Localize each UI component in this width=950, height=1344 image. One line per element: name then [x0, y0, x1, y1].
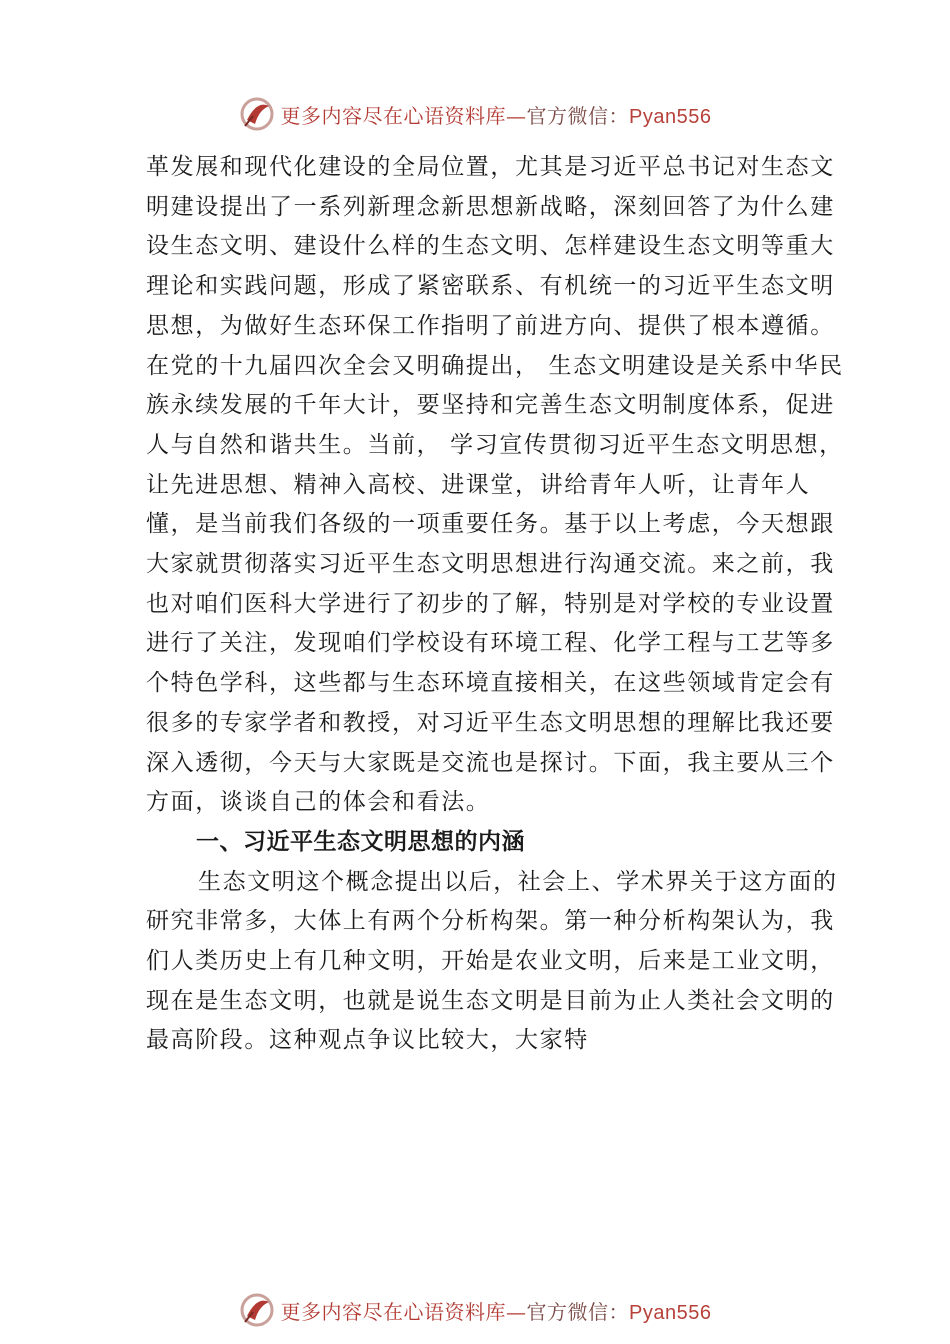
brand-logo-icon [239, 1292, 275, 1328]
paragraph-1: 革发展和现代化建设的全局位置，尤其是习近平总书记对生态文明建设提出了一系列新理念新思想新战略，深刻回答了为什么建设生态文明、建设什么样的生态文明、怎样建设生态文明等重大理论和实践问题，形成了紧密联系、有机统一的习近平生态文明思想，为做好生态环保工作指明了前进方向、提供了根本遵循。在党的十九届四次全会又明确提出， 生态文明建设是关系中华民族永续发展的千年大计，要坚持和完善生态文明制度体系，促进人与自然和谐共生。当前， 学习宣传贯彻习近平生态文明思想，让先进思想、精神入高校、进课堂，讲给青年人听，让青年人懂，是当前我们各级的一项重要任务。基于以上考虑，今天想跟大家就贯彻落实习近平生态文明思想进行沟通交流。来之前，我也对咱们医科大学进行了初步的了解，特别是对学校的专业设置进行了关注，发现咱们学校设有环境工程、化学工程与工艺等多个特色学科，这些都与生态环境直接相关，在这些领域肯定会有很多的专家学者和教授，对习近平生态文明思想的理解比我还要深入透彻，今天与大家既是交流也是探讨。下面，我主要从三个方面，谈谈自己的体会和看法。 [146, 154, 844, 816]
section-heading-1: 一、习近平生态文明思想的内涵 [196, 828, 525, 855]
paragraph-2: 生态文明这个概念提出以后，社会上、学术界关于这方面的研究非常多，大体上有两个分析构架。第一种分析构架认为，我们人类历史上有几种文明，开始是农业文明，后来是工业文明，现在是生态文明，也就是说生态文明是目前为止人类社会文明的最高阶段。这种观点争议比较大，大家特 [146, 868, 838, 1054]
brand-logo-icon [239, 96, 275, 132]
watermark-banner-top [0, 94, 950, 134]
document-body [146, 148, 846, 1061]
watermark-banner-bottom [0, 1290, 950, 1330]
watermark-text: 更多内容尽在心语资料库—官方微信：Pyan556 [280, 103, 712, 128]
watermark-text: 更多内容尽在心语资料库—官方微信：Pyan556 [280, 1299, 712, 1324]
